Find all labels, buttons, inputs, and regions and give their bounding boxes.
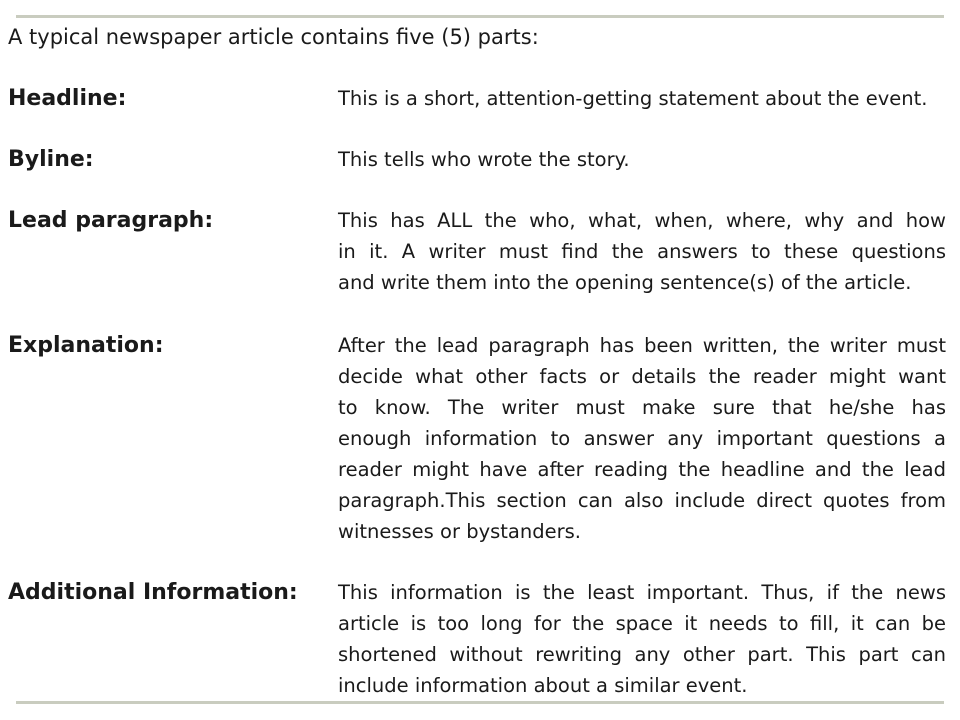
part-definition	[338, 205, 946, 298]
part-term: Headline:	[8, 86, 127, 111]
definition-line: article is too long for the space it needs to fill, it can be	[338, 612, 946, 635]
part-definition	[338, 83, 946, 114]
bottom-divider	[16, 701, 944, 704]
definition-line: include information about a similar event.	[338, 674, 748, 697]
definition-line: This tells who wrote the story.	[338, 148, 630, 171]
definition-line: and write them into the opening sentence(s) of the article.	[338, 271, 912, 294]
part-definition	[338, 330, 946, 547]
definition-line: to know. The writer must make sure that he/she has	[338, 396, 946, 419]
definition-line: in it. A writer must find the answers to these questions	[338, 240, 946, 263]
part-term: Lead paragraph:	[8, 208, 214, 233]
definition-line: enough information to answer any important questions a	[338, 427, 946, 450]
definition-line: This has ALL the who, what, when, where, why and how	[338, 209, 946, 232]
part-definition	[338, 144, 946, 175]
definition-line: This is a short, attention-getting statement about the event.	[338, 87, 928, 110]
intro-text: A typical newspaper article contains five (5) parts:	[8, 25, 539, 49]
part-definition	[338, 577, 946, 701]
definition-line: This information is the least important. Thus, if the news	[338, 581, 946, 604]
definition-line: paragraph.This section can also include direct quotes from	[338, 489, 946, 512]
definition-line: witnesses or bystanders.	[338, 520, 581, 543]
part-term: Explanation:	[8, 333, 164, 358]
definition-line: decide what other facts or details the reader might want	[338, 365, 946, 388]
part-term: Additional Information:	[8, 580, 298, 605]
definition-line: reader might have after reading the headline and the lead	[338, 458, 946, 481]
top-divider	[16, 15, 944, 18]
part-term: Byline:	[8, 147, 94, 172]
definition-line: shortened without rewriting any other part. This part can	[338, 643, 946, 666]
definition-line: After the lead paragraph has been written, the writer must	[338, 334, 946, 357]
